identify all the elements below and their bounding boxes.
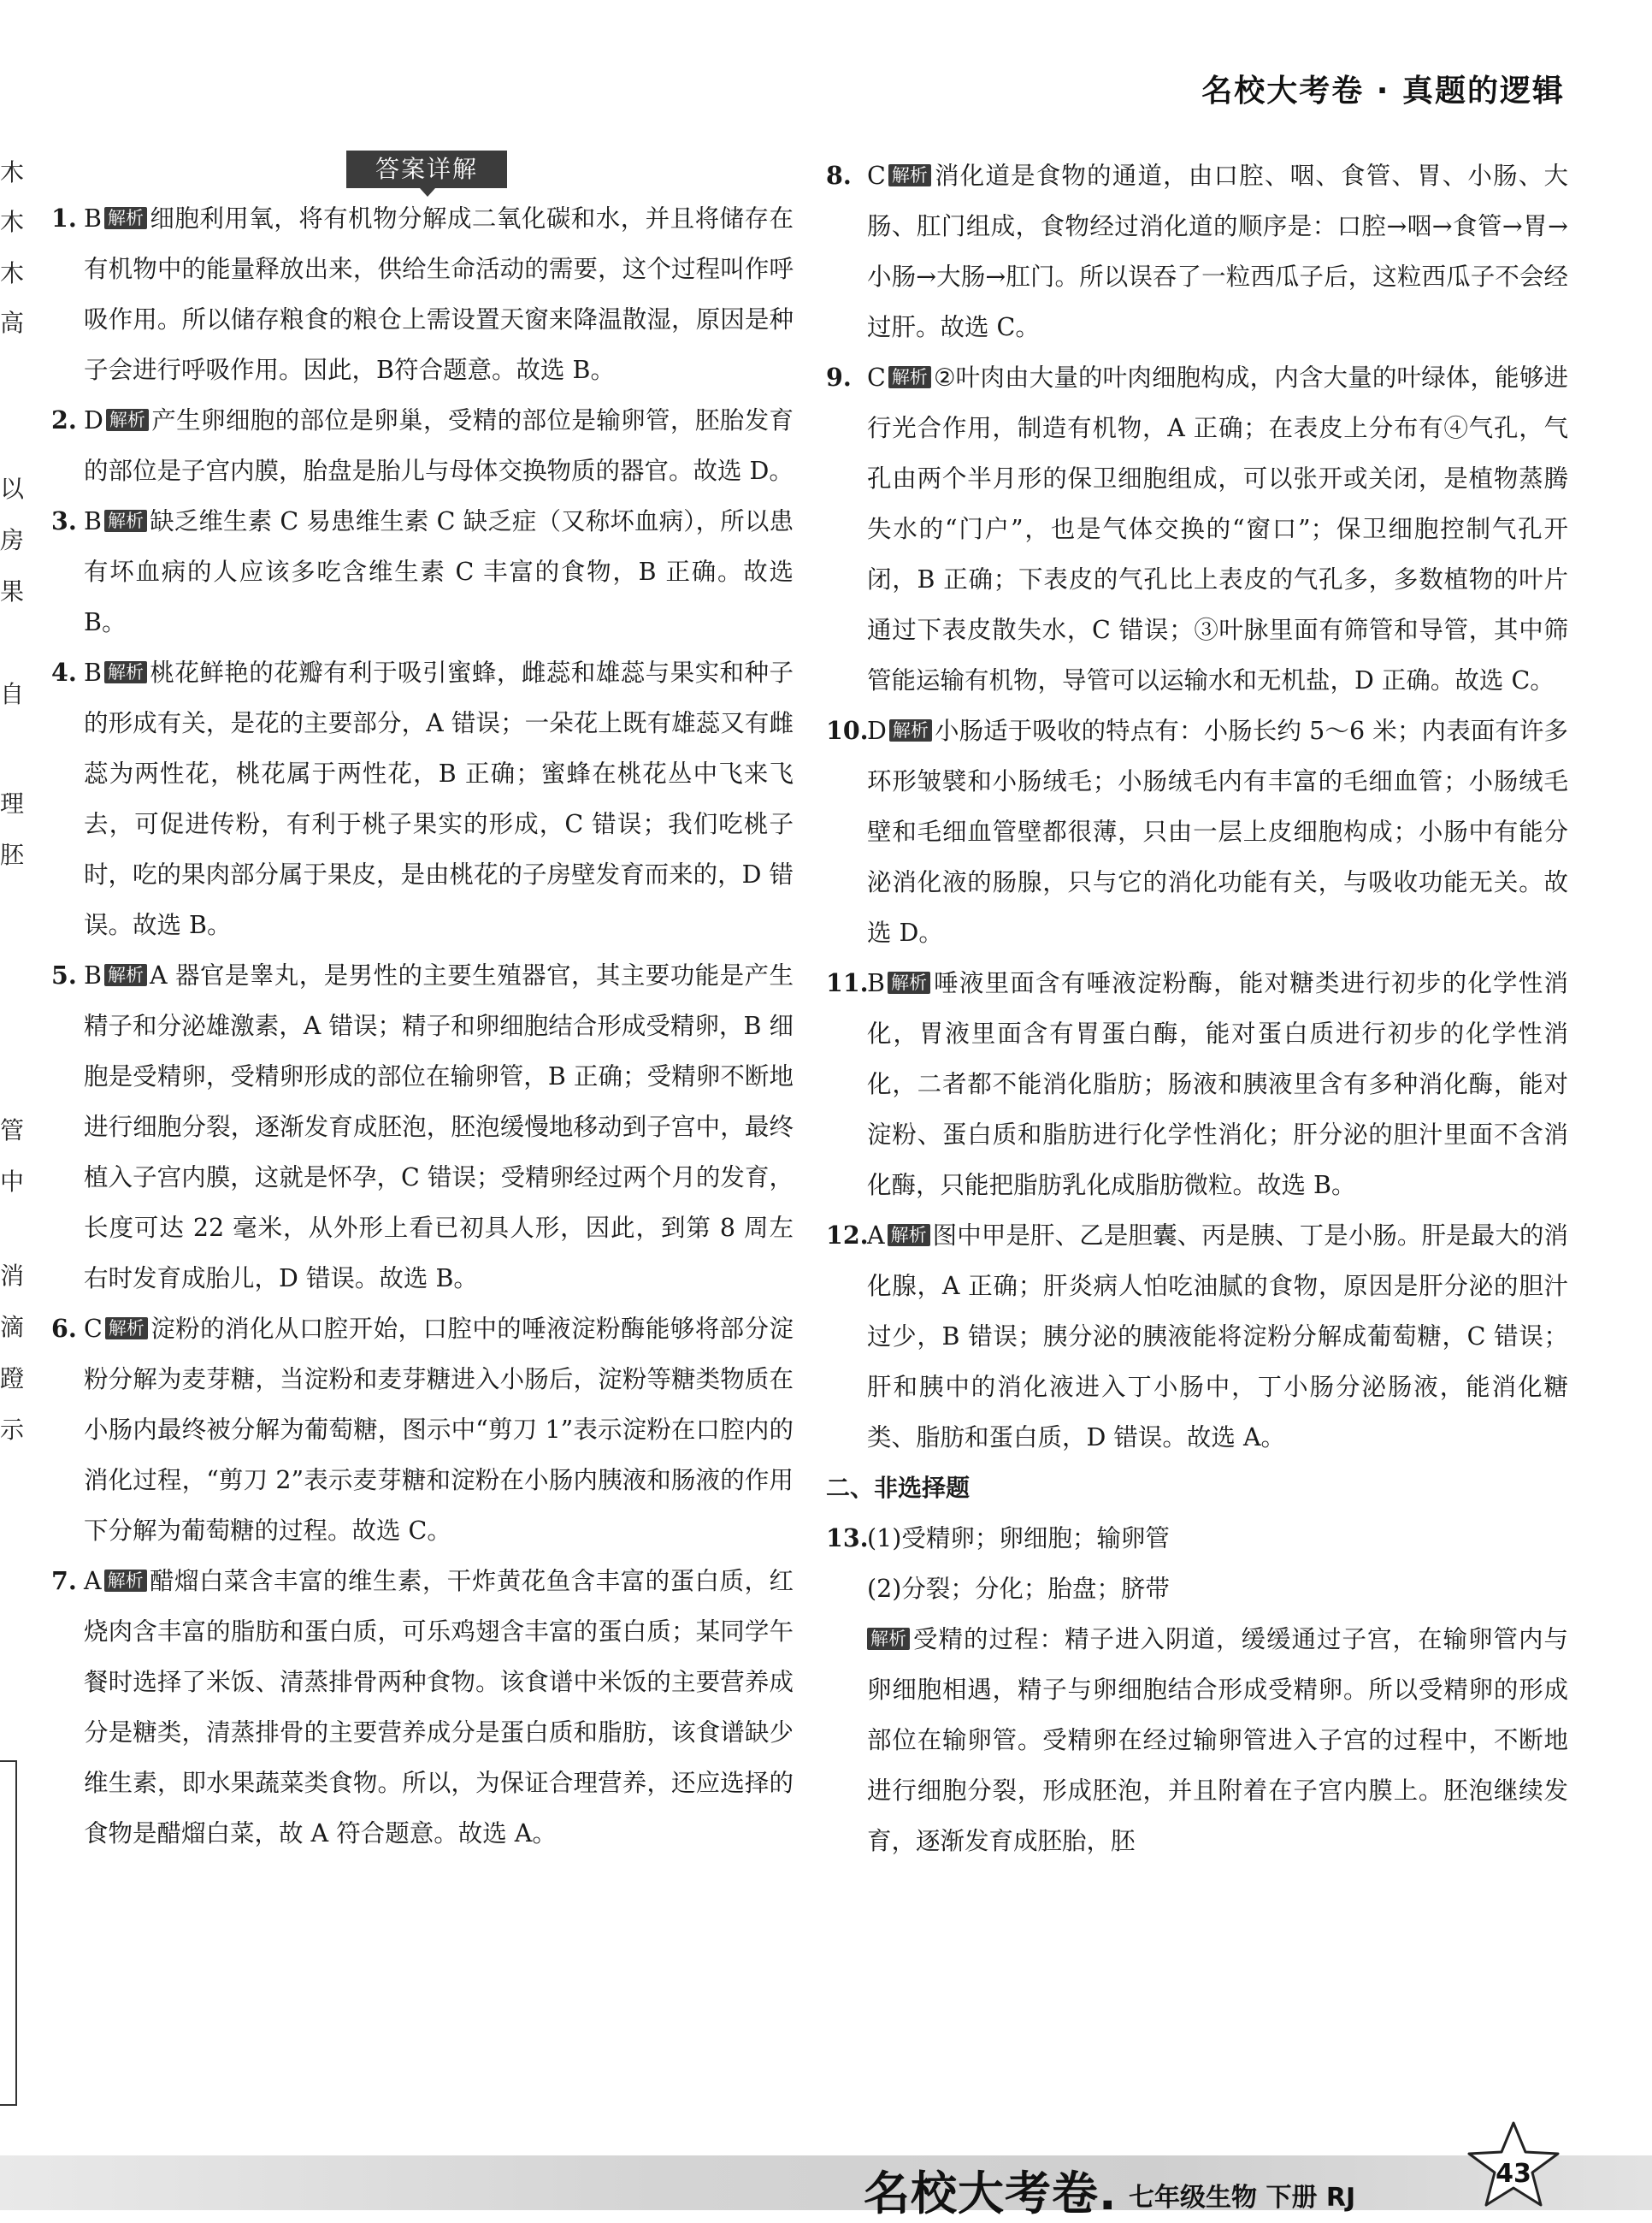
item-answer: B <box>867 969 885 997</box>
item-answer: A <box>867 1221 885 1250</box>
q13-part-1: (1)受精卵；卵细胞；输卵管 <box>867 1524 1170 1552</box>
answer-item-10 <box>826 706 1568 958</box>
margin-fragment: 果 <box>0 577 25 606</box>
margin-fragment: 消 <box>0 1262 25 1290</box>
analysis-badge: 解析 <box>888 366 931 388</box>
item-number: 6. <box>51 1314 77 1343</box>
q13-part-2: (2)分裂；分化；胎盘；脐带 <box>867 1575 1170 1603</box>
margin-fragment: 木 <box>0 259 25 287</box>
margin-fragment: 管 <box>0 1116 25 1144</box>
item-number: 7. <box>51 1566 77 1595</box>
item-text: 产生卵细胞的部位是卵巢，受精的部位是输卵管，胚胎发育的部位是子宫内膜，胎盘是胎儿与母体交换物质的器官。故选 D。 <box>84 406 794 485</box>
item-number: 4. <box>51 658 77 687</box>
answer-item-13 <box>826 1513 1568 1564</box>
item-answer: B <box>84 961 102 990</box>
answer-item-1 <box>51 193 794 395</box>
item-text: 消化道是食物的通道，由口腔、咽、食管、胃、小肠、大肠、肛门组成，食物经过消化道的顺序是：口腔→咽→食管→胃→小肠→大肠→肛门。所以误吞了一粒西瓜子后，这粒西瓜子不会经过肝。故选 C。 <box>867 162 1568 341</box>
analysis-badge: 解析 <box>867 1628 910 1650</box>
analysis-badge: 解析 <box>104 510 147 532</box>
page-number: 43 <box>1496 2159 1531 2189</box>
answer-item-4 <box>51 647 794 950</box>
item-answer: C <box>867 364 886 392</box>
item-text: 小肠适于吸收的特点有：小肠长约 5～6 米；内表面有许多环形皱襞和小肠绒毛；小肠绒毛内有丰富的毛细血管；小肠绒毛壁和毛细血管壁都很薄，只由一层上皮细胞构成；小肠中有能分泌消化液的肠腺，只与它的消化功能有关，与吸收功能无关。故选 D。 <box>867 717 1568 947</box>
right-column <box>826 151 1568 1866</box>
margin-fragment: 中 <box>0 1168 25 1196</box>
item-answer: D <box>867 717 887 745</box>
item-answer: B <box>84 659 102 687</box>
item-number: 8. <box>826 161 852 190</box>
analysis-badge: 解析 <box>889 719 932 742</box>
analysis-badge: 解析 <box>104 661 147 683</box>
margin-fragment: 房 <box>0 526 25 554</box>
item-answer: B <box>84 507 102 535</box>
item-number: 5. <box>51 961 77 990</box>
item-text: 桃花鲜艳的花瓣有利于吸引蜜蜂，雌蕊和雄蕊与果实和种子的形成有关，是花的主要部分，A 错误；一朵花上既有雄蕊又有雌蕊为两性花，桃花属于两性花，B 正确；蜜蜂在桃花丛中飞来飞去，可促进传粉，有利于桃子果实的形成，C 错误；我们吃桃子时，吃的果肉部分属于果皮，是由桃花的子房壁发育而来的，D 错误。故选 B。 <box>84 659 794 939</box>
analysis-badge: 解析 <box>105 1317 148 1339</box>
answer-item-5 <box>51 950 794 1304</box>
item-text: 淀粉的消化从口腔开始，口腔中的唾液淀粉酶能够将部分淀粉分解为麦芽糖，当淀粉和麦芽糖进入小肠后，淀粉等糖类物质在小肠内最终被分解为葡萄糖，图示中“剪刀 1”表示淀粉在口腔内的消化过程，“剪刀 2”表示麦芽糖和淀粉在小肠内胰液和肠液的作用下分解为葡萄糖的过程。故选 C。 <box>84 1315 794 1545</box>
item-number: 10. <box>826 716 869 745</box>
item-answer: A <box>84 1567 102 1595</box>
series-title: 名校大考卷 · 真题的逻辑 <box>1201 74 1565 109</box>
answer-detail-tag: 答案详解 <box>346 151 507 188</box>
item-number: 11. <box>826 968 869 997</box>
margin-fragment: 蹬 <box>0 1364 25 1392</box>
answer-item-9 <box>826 352 1568 706</box>
analysis-badge: 解析 <box>888 164 931 186</box>
item-text: 醋熘白菜含丰富的维生素，干炸黄花鱼含丰富的蛋白质，红烧肉含丰富的脂肪和蛋白质，可乐鸡翅含丰富的蛋白质；某同学午餐时选择了米饭、清蒸排骨两种食物。该食谱中米饭的主要营养成分是糖类，清蒸排骨的主要营养成分是蛋白质和脂肪，该食谱缺少维生素，即水果蔬菜类食物。所以，为保证合理营养，还应选择的食物是醋熘白菜，故 A 符合题意。故选 A。 <box>84 1567 794 1848</box>
item-text: 缺乏维生素 C 易患维生素 C 缺乏症（又称坏血病），所以患有坏血病的人应该多吃含维生素 C 丰富的食物，B 正确。故选 B。 <box>84 507 794 636</box>
analysis-badge: 解析 <box>888 1224 930 1246</box>
margin-fragment: 胚 <box>0 841 25 869</box>
item-text: A 器官是睾丸，是男性的主要生殖器官，其主要功能是产生精子和分泌雄激素，A 错误；精子和卵细胞结合形成受精卵，B 细胞是受精卵，受精卵形成的部位在输卵管，B 正确；受精卵不断地进行细胞分裂，逐渐发育成胚泡，胚泡缓慢地移动到子宫中，最终植入子宫内膜，这就是怀孕，C 错误；受精卵经过两个月的发育，长度可达 22 毫米，从外形上看已初具人形，因此，到第 8 周左右时发育成胎儿，D 错误。故选 B。 <box>84 961 794 1292</box>
item-number: 2. <box>51 405 77 435</box>
item-number: 9. <box>826 363 852 392</box>
footer-band <box>0 2155 1652 2210</box>
item-answer: C <box>867 162 886 190</box>
item-answer: C <box>84 1315 103 1343</box>
q13-analysis <box>826 1614 1568 1866</box>
margin-fragment: 示 <box>0 1416 25 1444</box>
footer-subtitle: 七年级生物 下册 RJ <box>1129 2183 1356 2213</box>
margin-fragment: 自 <box>0 680 25 708</box>
answer-item-12 <box>826 1210 1568 1463</box>
margin-table-fragment <box>0 1760 17 2106</box>
answer-item-2 <box>51 395 794 496</box>
analysis-badge: 解析 <box>104 207 147 229</box>
footer-brand: 名校大考卷. <box>864 2167 1118 2220</box>
item-text: 图中甲是肝、乙是胆囊、丙是胰、丁是小肠。肝是最大的消化腺，A 正确；肝炎病人怕吃油腻的食物，原因是肝分泌的胆汁过少，B 错误；胰分泌的胰液能将淀粉分解成葡萄糖，C 错误；肝和胰中的消化液进入丁小肠中，丁小肠分泌肠液，能消化糖类、脂肪和蛋白质，D 错误。故选 A。 <box>867 1221 1568 1451</box>
item-text: 细胞利用氧，将有机物分解成二氧化碳和水，并且将储存在有机物中的能量释放出来，供给生命活动的需要，这个过程叫作呼吸作用。所以储存粮食的粮仓上需设置天窗来降温散湿，原因是种子会进行呼吸作用。因此，B符合题意。故选 B。 <box>84 204 794 384</box>
margin-fragment: 木 <box>0 158 25 186</box>
answer-item-7 <box>51 1556 794 1859</box>
item-text: ②叶肉由大量的叶肉细胞构成，内含大量的叶绿体，能够进行光合作用，制造有机物，A 正确；在表皮上分布有④气孔，气孔由两个半月形的保卫细胞组成，可以张开或关闭，是植物蒸腾失水的“门户”，也是气体交换的“窗口”；保卫细胞控制气孔开闭，B 正确；下表皮的气孔比上表皮的气孔多，多数植物的叶片通过下表皮散失水，C 错误；③叶脉里面有筛管和导管，其中筛管能运输有机物，导管可以运输水和无机盐，D 正确。故选 C。 <box>867 364 1568 695</box>
item-number: 12. <box>826 1221 869 1250</box>
margin-fragment: 高 <box>0 309 25 337</box>
margin-fragment: 滴 <box>0 1313 25 1341</box>
item-text: 唾液里面含有唾液淀粉酶，能对糖类进行初步的化学性消化，胃液里面含有胃蛋白酶，能对蛋白质进行初步的化学性消化，二者都不能消化脂肪；肠液和胰液里含有多种消化酶，能对淀粉、蛋白质和脂肪进行化学性消化；肝分泌的胆汁里面不含消化酶，只能把脂肪乳化成脂肪微粒。故选 B。 <box>867 969 1568 1199</box>
item-answer: B <box>84 204 102 233</box>
margin-fragment: 以 <box>0 475 25 503</box>
section-two-heading: 二、非选择题 <box>826 1474 971 1502</box>
item-number: 13. <box>826 1523 869 1552</box>
left-column <box>51 151 794 1859</box>
answer-item-11 <box>826 958 1568 1210</box>
item-number: 3. <box>51 506 77 535</box>
analysis-badge: 解析 <box>104 1570 147 1592</box>
item-number: 1. <box>51 204 77 233</box>
answer-item-8 <box>826 151 1568 352</box>
item-answer: D <box>84 406 103 435</box>
analysis-badge: 解析 <box>888 972 930 994</box>
analysis-badge: 解析 <box>106 409 149 431</box>
margin-fragment: 木 <box>0 208 25 236</box>
answer-item-3 <box>51 496 794 647</box>
q13-analysis-text: 受精的过程：精子进入阴道，缓缓通过子宫，在输卵管内与卵细胞相遇，精子与卵细胞结合形成受精卵。所以受精卵的形成部位在输卵管。受精卵在经过输卵管进入子宫的过程中，不断地进行细胞分裂，形成胚泡，并且附着在子宫内膜上。胚泡继续发育，逐渐发育成胚胎，胚 <box>867 1625 1568 1855</box>
margin-fragment: 理 <box>0 789 25 818</box>
answer-item-6 <box>51 1304 794 1556</box>
analysis-badge: 解析 <box>104 964 147 986</box>
